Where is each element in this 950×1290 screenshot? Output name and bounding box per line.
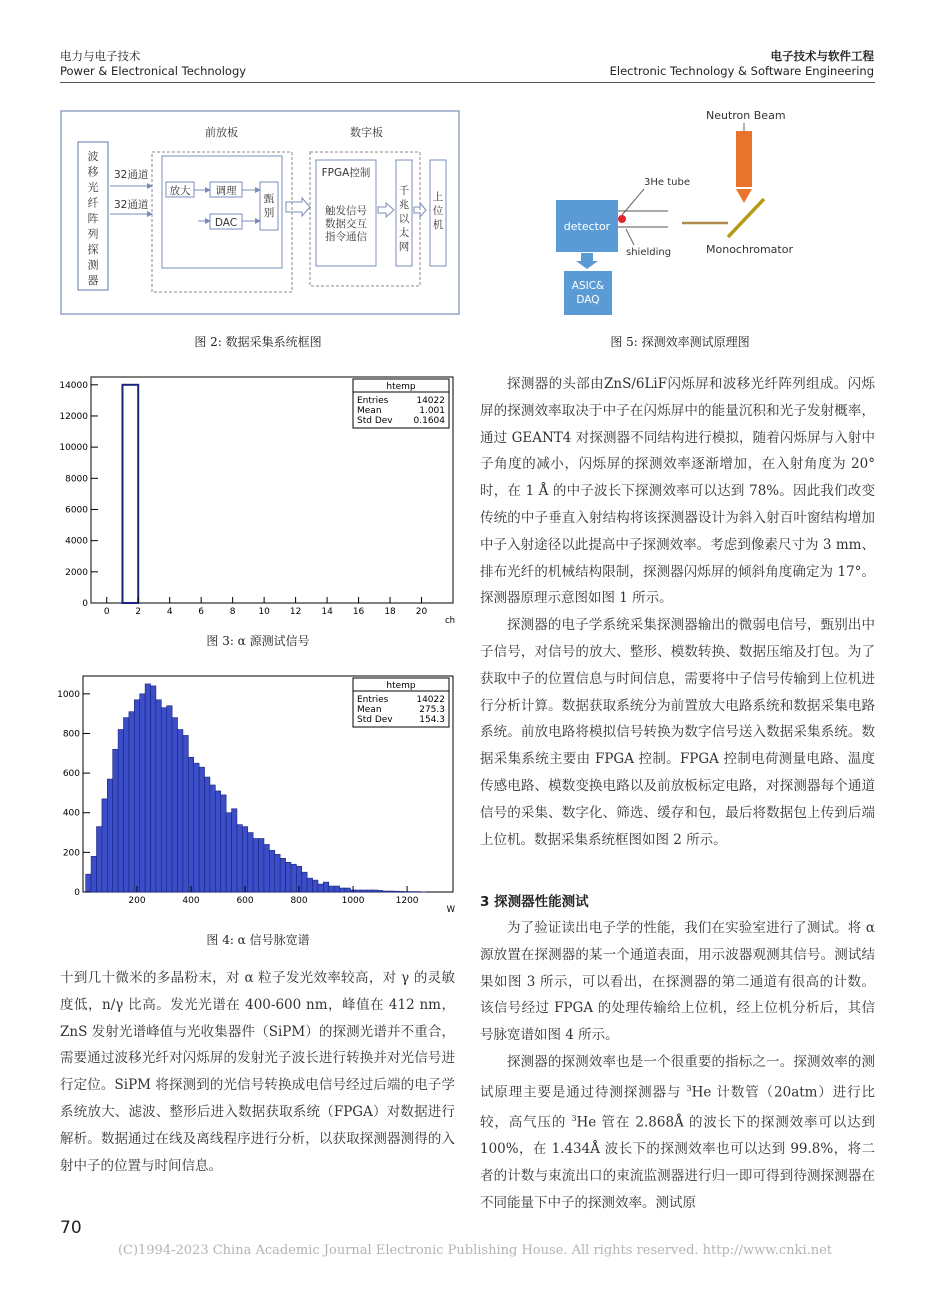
x-tick-label: 16 [352,607,365,617]
svg-text:数据交互: 数据交互 [325,218,367,230]
histogram-bar [318,884,323,892]
histogram-bar [361,890,366,892]
page-number: 70 [60,1218,82,1238]
histogram-bar [172,718,177,892]
y-tick-label: 2000 [65,567,88,578]
header-section-cn: 电子技术与软件工程 [770,49,874,63]
stats-key: Mean [357,705,382,715]
histogram-bar [91,856,96,892]
histogram-bar [113,749,118,892]
fig2-letter: 以 [398,213,410,225]
y-tick-label: 4000 [65,536,88,547]
histogram-bar [205,777,210,892]
histogram-bar [134,700,139,892]
stats-key: Std Dev [357,416,393,426]
svg-text:DAC: DAC [214,217,238,229]
header-rule [60,82,875,83]
histogram-bar [253,838,258,892]
fig4-histogram [55,668,465,916]
fig2-letter: 列 [87,227,99,241]
x-axis-unit: W [446,905,455,915]
svg-text:FPGA控制: FPGA控制 [321,167,371,179]
histogram-bar [237,825,242,892]
svg-text:调理: 调理 [215,185,237,197]
fig2-letter: 光 [87,181,99,194]
left-paragraph: 十到几十微米的多晶粉末，对 α 粒子发光效率较高，对 γ 的灵敏度低，n/γ 比高。发光光谱在 400-600 nm，峰值在 412 nm，ZnS 发射光谱峰值与光收集器件（SiPM）的探测光谱并不重合，需要通过波移光纤对闪烁屏的发射光子波长进行转换并对光信号进行定位。SiPM 将探测到的光信号转换成电信号经过后端的电子学系统放大、滤波、整形后进入数据获取系统（FPGA）对数据进行解析。数据通过在线及离线程序进行分析，以获取探测器测得的入射中子的位置与时间信息。 [60,970,455,1174]
fig5-monochromator [728,199,764,237]
histogram-bar [383,891,388,892]
histogram-bar [107,779,112,892]
fig2-ch2: 32通道 [114,199,149,211]
x-axis-unit: ch [444,616,455,626]
histogram-bar [345,888,350,892]
copyright-footer: (C)1994-2023 China Academic Journal Electronic Publishing House. All rights reserved. http://www.cnki.net [117,1243,833,1258]
svg-text:ASIC&: ASIC& [571,280,605,292]
histogram-bar [167,706,172,892]
svg-text:甄: 甄 [263,193,275,205]
fig2-letter: 阵 [87,212,99,225]
histogram-bar [156,700,161,892]
fig5-neutron-beam [736,131,752,187]
para-electronics: 探测器的电子学系统采集探测器输出的微弱电信号，甄别出中子信号，对信号的放大、整形、模数转换、数据压缩及打包。为了获取中子的位置信息与时间信息，需要将中子信号传输到上位机进行分析计算。数据获取系统分为前置放大电路系统和数据采集电路系统。前放电路将模拟信号转换为数字信号送入数据采集系统。数据采集系统主要由 FPGA 控制。FPGA 控制电荷测量电路、温度传感电路、模数变换电路以及前放板标定电路，对探测器每个通道信号的采集、数字化、筛选、缓存和包，最后将数据包上传到后端上位机。数据采集系统框图如图 2 所示。 [480,617,875,848]
fig2-letter: 移 [87,165,99,179]
y-tick-label: 12000 [59,411,88,422]
fig2-block-diagram [60,110,460,315]
fig2-letter: 波 [87,150,99,163]
stats-value: 14022 [416,695,445,705]
fig2-letter: 上 [432,191,444,203]
histogram-bar [334,886,339,892]
x-tick-label: 1200 [395,896,419,906]
histogram-bar [399,891,404,892]
histogram-bar [226,813,231,892]
histogram-bar [161,708,166,892]
stats-key: Std Dev [357,715,393,725]
y-tick-label: 200 [62,848,80,859]
x-tick-label: 14 [321,607,333,617]
fig2-preamp-title: 前放板 [205,126,238,139]
histogram-bar [259,838,264,892]
histogram-bar [280,858,285,892]
fig5-he-tube [618,215,626,223]
fig2-letter: 纤 [87,196,99,210]
fig2-letter: 兆 [398,199,410,211]
fig5-tube-label: 3He tube [644,177,690,188]
histogram-bar [215,791,220,892]
y-tick-label: 10000 [59,443,88,454]
fig2-letter: 网 [398,241,410,253]
svg-text:别: 别 [263,207,275,219]
fig5-caption: 图 5: 探测效率测试原理图 [610,335,750,349]
histogram-bar [275,854,280,892]
fig4-caption: 图 4: α 信号脉宽谱 [206,933,310,947]
svg-text:detector: detector [563,220,611,233]
x-tick-label: 12 [289,607,302,617]
histogram-bar [394,891,399,892]
histogram-bar [194,763,199,892]
y-tick-label: 600 [62,769,80,780]
header-section-en: Electronic Technology & Software Engineering [609,64,874,78]
svg-text:触发信号: 触发信号 [325,205,367,217]
histogram-bar [242,827,247,892]
x-tick-label: 8 [229,607,236,617]
histogram-bar [232,809,237,892]
fig3-histogram [55,365,465,626]
fig2-letter: 机 [432,219,444,231]
histogram-bar [151,686,156,892]
fig5-beam-label: Neutron Beam [706,109,786,122]
header-journal-en: Power & Electronical Technology [60,64,247,78]
fig3-caption: 图 3: α 源测试信号 [206,634,310,648]
x-tick-label: 0 [103,607,110,617]
fig2-letter: 位 [432,205,444,217]
histogram-bar [291,864,296,892]
stats-key: Entries [357,695,389,705]
y-tick-label: 14000 [59,380,88,391]
y-tick-label: 8000 [65,474,88,485]
fig5-shield-label: shielding [626,247,672,258]
stats-value: 14022 [416,396,445,406]
histogram-bar [178,730,183,892]
fig2-letter: 千 [398,185,410,197]
histogram-bar [340,888,345,892]
histogram-bar [145,684,150,892]
x-tick-label: 20 [415,607,428,617]
fig2-digital-title: 数字板 [350,126,383,139]
fig5-mono-label: Monochromator [706,243,793,256]
stats-key: Entries [357,396,389,406]
histogram-bar [286,862,291,892]
histogram-bar [264,844,269,892]
fig2-ch1: 32通道 [114,169,149,181]
svg-text:DAQ: DAQ [576,294,600,306]
stats-value: 275.3 [419,705,445,715]
fig2-letter: 太 [398,227,410,239]
stats-value: 154.3 [419,715,445,725]
stats-key: Mean [357,406,382,416]
header-journal-cn: 电力与电子技术 [60,49,141,63]
histogram-bar [313,880,318,892]
para-structure: 探测器的头部由ZnS/6LiF闪烁屏和波移光纤阵列组成。闪烁屏的探测效率取决于中子在闪烁屏中的能量沉积和光子发射概率，通过 GEANT4 对探测器不同结构进行模拟，随着闪烁屏与入射中子角度的减小，闪烁屏的探测效率逐渐增加，在入射角度为 20° 时，在 1 Å 的中子波长下探测效率可以达到 78%。因此我们改变传统的中子垂直入射结构将该探测器设计为斜入射百叶窗结构增加中子入射途径以此提高中子探测效率。考虑到像素尺寸为 3 mm、排布光纤的机械结构限制，探测器闪烁屏的倾斜角度确定为 17°。探测器原理示意图如图 1 所示。 [480,376,875,607]
x-tick-label: 6 [198,607,205,617]
histogram-bar [199,767,204,892]
svg-text:指令通信: 指令通信 [325,231,367,243]
histogram-bar [221,795,226,892]
para-efficiency: 探测器的探测效率也是一个很重要的指标之一。探测效率的测试原理主要是通过待测探测器与 $^3$He 计数管（20atm）进行比较，高气压的 $^3$He 管在 2.868Å 的波长下的探测效率可以达到 100%，在 1.434Å 波长下的探测效率也可以达到 99.8%，将二者的计数与束流出口的束流监测器进行归一即可得到待测探测器在不同能量下中子的探测效率。测试原 [480,1053,875,1211]
x-tick-label: 800 [290,896,308,906]
histogram-bar [248,833,253,892]
histogram-bar [210,785,215,892]
fig2-letter: 器 [87,274,99,287]
stats-title: htemp [386,382,416,392]
histogram-bar [307,878,312,892]
fig2-disc-box [260,182,278,230]
fig2-letter: 探 [87,243,99,256]
right-column-body-1 [480,371,875,853]
histogram-bar [367,890,372,892]
histogram-bar [302,872,307,892]
x-tick-label: 600 [236,896,254,906]
section-3-title: 3 探测器性能测试 [480,894,589,910]
x-tick-label: 4 [166,607,173,617]
histogram-bar [118,730,123,892]
y-tick-label: 1000 [57,689,80,700]
histogram-bar [269,850,274,892]
stats-value: 0.1604 [413,416,445,426]
x-tick-label: 400 [182,896,200,906]
fig5-daq [564,271,612,315]
y-tick-label: 0 [74,888,80,898]
histogram-bar [188,757,193,892]
y-tick-label: 0 [82,599,88,609]
histogram-bar [102,799,107,892]
right-column-body-2 [480,915,875,1217]
histogram-bar [372,890,377,892]
y-tick-label: 800 [62,729,80,740]
histogram-bar [124,718,129,892]
para-test: 为了验证读出电子学的性能，我们在实验室进行了测试。将 α 源放置在探测器的某一个通道表面，用示波器观测其信号。测试结果如图 3 所示，可以看出，在探测器的第二通道有很高的计数。该信号经过 FPGA 的处理传输给上位机，经上位机分析后，其信号脉宽谱如图 4 所示。 [480,920,875,1044]
histogram-bar [377,890,382,892]
x-tick-label: 10 [258,607,270,617]
histogram-bar [183,735,188,892]
stats-title: htemp [386,681,416,691]
x-tick-label: 18 [384,607,396,617]
y-tick-label: 6000 [65,505,88,516]
stats-value: 1.001 [419,406,445,416]
histogram-bar [97,827,102,892]
x-tick-label: 200 [128,896,146,906]
histogram-bar [329,886,334,892]
fig5-test-principle [556,105,826,325]
svg-text:放大: 放大 [169,185,191,197]
x-tick-label: 1000 [341,896,365,906]
histogram-bar [129,712,134,892]
fig2-caption: 图 2: 数据采集系统框图 [194,335,322,349]
histogram-bar [323,882,328,892]
histogram-bar [140,694,145,892]
histogram-bar [86,874,91,892]
y-tick-label: 400 [62,808,80,819]
x-tick-label: 2 [135,607,142,617]
histogram-bar [388,891,393,892]
fig2-letter: 测 [87,258,99,272]
histogram-bar [356,890,361,892]
